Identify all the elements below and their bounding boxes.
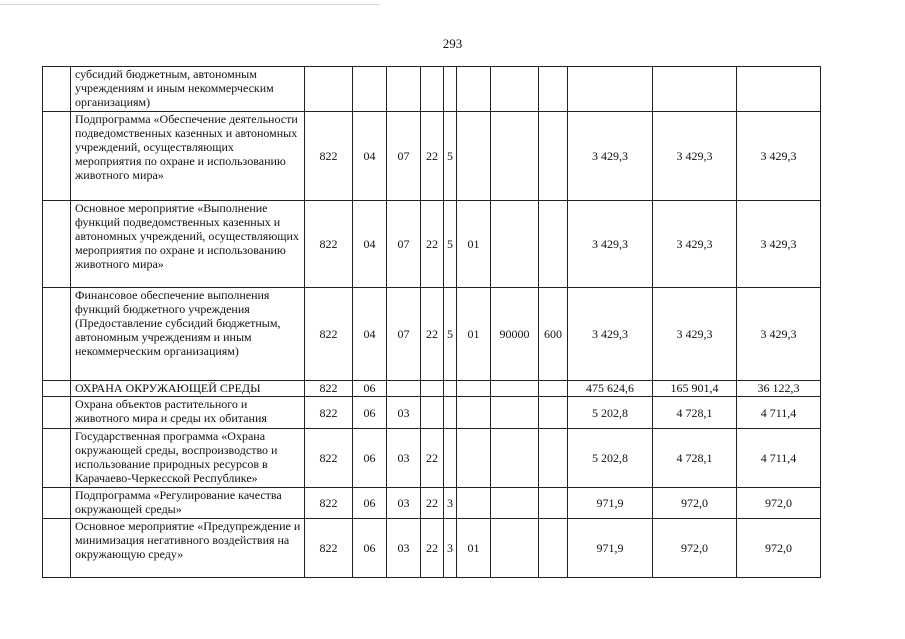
program-code: 22: [421, 112, 444, 201]
expense-type-code: [539, 201, 568, 288]
sum-year-2: 3 429,3: [653, 201, 737, 288]
event-code: [457, 112, 491, 201]
direction-code: [491, 201, 539, 288]
sum-year-3: 972,0: [737, 519, 821, 578]
sum-year-1: 5 202,8: [568, 429, 653, 488]
subprogram-code: [444, 381, 457, 397]
subprogram-code: [444, 67, 457, 112]
expense-type-code: [539, 519, 568, 578]
section-code: 06: [353, 519, 387, 578]
row-index-cell: [43, 519, 71, 578]
section-code: 06: [353, 429, 387, 488]
subsection-code: [387, 381, 421, 397]
expense-type-code: [539, 488, 568, 519]
table-row: [43, 397, 821, 429]
subsection-code: 03: [387, 519, 421, 578]
subprogram-code: [444, 429, 457, 488]
expense-type-code: [539, 67, 568, 112]
sum-year-2: 3 429,3: [653, 112, 737, 201]
subprogram-code: 5: [444, 288, 457, 381]
expense-type-code: [539, 112, 568, 201]
table-row: [43, 201, 821, 288]
sum-year-1: 971,9: [568, 488, 653, 519]
sum-year-1: 3 429,3: [568, 201, 653, 288]
table-row: [43, 67, 821, 112]
expense-type-code: [539, 381, 568, 397]
sum-year-1: 475 624,6: [568, 381, 653, 397]
direction-code: [491, 397, 539, 429]
row-name: Государственная программа «Охрана окружающей среды, воспроизводство и использование природных ресурсов в Карачаево-Черкесской Республике»: [71, 429, 305, 488]
subprogram-code: [444, 397, 457, 429]
subsection-code: [387, 67, 421, 112]
direction-code: [491, 67, 539, 112]
ministry-code: 822: [305, 381, 353, 397]
subprogram-code: 3: [444, 519, 457, 578]
table-row: [43, 381, 821, 397]
section-code: [353, 67, 387, 112]
ministry-code: 822: [305, 519, 353, 578]
ministry-code: 822: [305, 288, 353, 381]
event-code: [457, 429, 491, 488]
row-index-cell: [43, 288, 71, 381]
row-index-cell: [43, 201, 71, 288]
table-row: [43, 288, 821, 381]
subsection-code: 07: [387, 288, 421, 381]
direction-code: 90000: [491, 288, 539, 381]
program-code: [421, 67, 444, 112]
row-index-cell: [43, 397, 71, 429]
sum-year-2: 4 728,1: [653, 397, 737, 429]
event-code: 01: [457, 201, 491, 288]
sum-year-2: 972,0: [653, 519, 737, 578]
section-code: 04: [353, 112, 387, 201]
subsection-code: 03: [387, 397, 421, 429]
sum-year-1: 5 202,8: [568, 397, 653, 429]
table-row: [43, 519, 821, 578]
program-code: [421, 381, 444, 397]
subsection-code: 03: [387, 488, 421, 519]
expense-type-code: 600: [539, 288, 568, 381]
program-code: [421, 397, 444, 429]
ministry-code: 822: [305, 429, 353, 488]
subprogram-code: 3: [444, 488, 457, 519]
sum-year-2: 3 429,3: [653, 288, 737, 381]
program-code: 22: [421, 519, 444, 578]
row-name: Основное мероприятие «Предупреждение и минимизация негативного воздействия на окружающую среду»: [71, 519, 305, 578]
subprogram-code: 5: [444, 112, 457, 201]
event-code: [457, 397, 491, 429]
event-code: [457, 381, 491, 397]
program-code: 22: [421, 488, 444, 519]
row-name: Подпрограмма «Регулирование качества окружающей среды»: [71, 488, 305, 519]
sum-year-1: [568, 67, 653, 112]
section-code: 04: [353, 288, 387, 381]
ministry-code: 822: [305, 397, 353, 429]
sum-year-3: 3 429,3: [737, 201, 821, 288]
table-row: [43, 429, 821, 488]
row-name: Финансовое обеспечение выполнения функций бюджетного учреждения (Предоставление субсидий бюджетным, автономным учреждениям и иным некоммерческим организациям): [71, 288, 305, 381]
sum-year-2: 4 728,1: [653, 429, 737, 488]
direction-code: [491, 488, 539, 519]
sum-year-3: 4 711,4: [737, 397, 821, 429]
row-index-cell: [43, 112, 71, 201]
event-code: [457, 67, 491, 112]
subprogram-code: 5: [444, 201, 457, 288]
table-row: [43, 488, 821, 519]
sum-year-3: 3 429,3: [737, 112, 821, 201]
program-code: 22: [421, 429, 444, 488]
subsection-code: 03: [387, 429, 421, 488]
sum-year-1: 3 429,3: [568, 288, 653, 381]
sum-year-2: [653, 67, 737, 112]
event-code: [457, 488, 491, 519]
budget-table: [42, 66, 821, 578]
event-code: 01: [457, 288, 491, 381]
section-code: 06: [353, 488, 387, 519]
section-code: 06: [353, 381, 387, 397]
row-index-cell: [43, 381, 71, 397]
program-code: 22: [421, 201, 444, 288]
sum-year-3: 36 122,3: [737, 381, 821, 397]
sum-year-1: 3 429,3: [568, 112, 653, 201]
row-name: субсидий бюджетным, автономным учреждениям и иным некоммерческим организациям): [71, 67, 305, 112]
expense-type-code: [539, 429, 568, 488]
expense-type-code: [539, 397, 568, 429]
event-code: 01: [457, 519, 491, 578]
sum-year-1: 971,9: [568, 519, 653, 578]
sum-year-3: 3 429,3: [737, 288, 821, 381]
direction-code: [491, 112, 539, 201]
sum-year-2: 972,0: [653, 488, 737, 519]
section-code: 04: [353, 201, 387, 288]
page-number: 293: [442, 36, 463, 51]
program-code: 22: [421, 288, 444, 381]
subsection-code: 07: [387, 201, 421, 288]
row-name: Охрана объектов растительного и животного мира и среды их обитания: [71, 397, 305, 429]
ministry-code: 822: [305, 201, 353, 288]
sum-year-3: 972,0: [737, 488, 821, 519]
row-name: Основное мероприятие «Выполнение функций подведомственных казенных и автономных учреждений, осуществляющих мероприятия по охране и использованию животного мира»: [71, 201, 305, 288]
sum-year-2: 165 901,4: [653, 381, 737, 397]
row-name: ОХРАНА ОКРУЖАЮЩЕЙ СРЕДЫ: [71, 381, 305, 397]
ministry-code: [305, 67, 353, 112]
row-name: Подпрограмма «Обеспечение деятельности подведомственных казенных и автономных учреждений, осуществляющих мероприятия по охране и использованию животного мира»: [71, 112, 305, 201]
row-index-cell: [43, 429, 71, 488]
sum-year-3: [737, 67, 821, 112]
row-index-cell: [43, 488, 71, 519]
table-row: [43, 112, 821, 201]
direction-code: [491, 381, 539, 397]
direction-code: [491, 519, 539, 578]
subsection-code: 07: [387, 112, 421, 201]
ministry-code: 822: [305, 488, 353, 519]
sum-year-3: 4 711,4: [737, 429, 821, 488]
direction-code: [491, 429, 539, 488]
section-code: 06: [353, 397, 387, 429]
ministry-code: 822: [305, 112, 353, 201]
top-rule: [0, 4, 380, 5]
row-index-cell: [43, 67, 71, 112]
